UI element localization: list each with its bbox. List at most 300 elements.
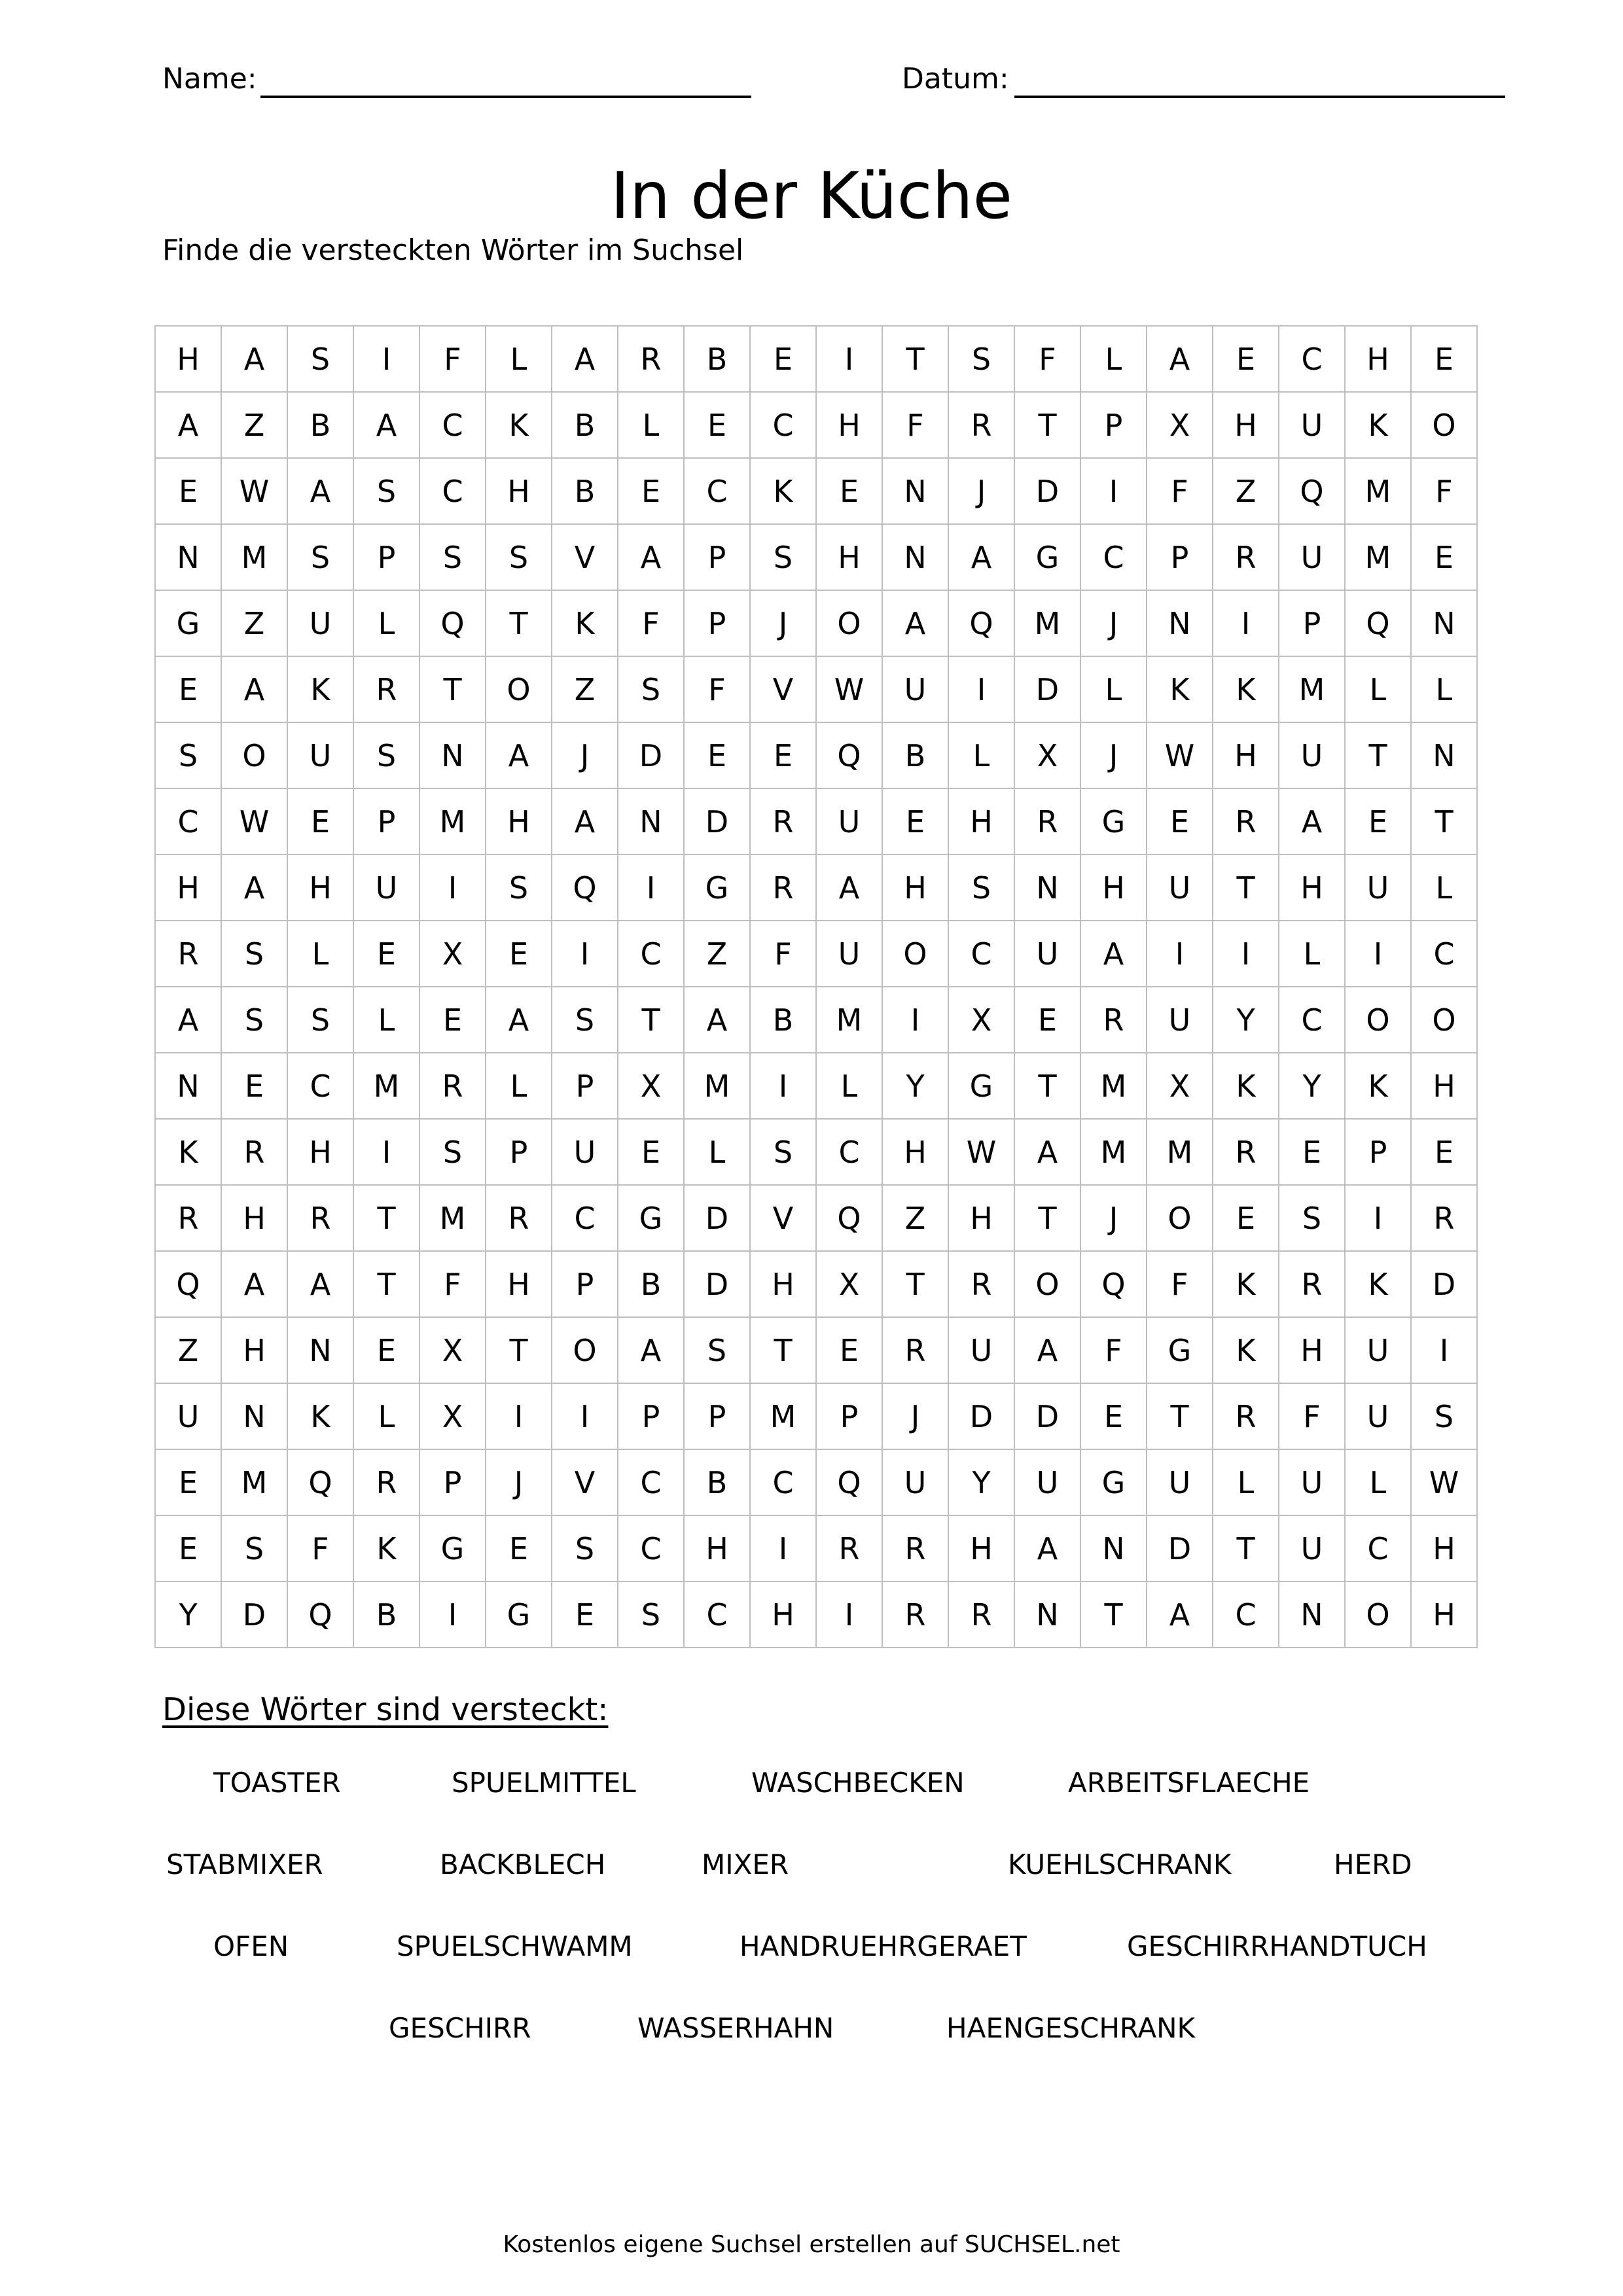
grid-cell[interactable]: M [817,987,883,1053]
grid-cell[interactable]: X [420,1384,486,1450]
grid-cell[interactable]: R [1213,525,1279,591]
grid-cell[interactable]: O [1346,987,1412,1053]
grid-cell[interactable]: E [486,921,552,987]
grid-cell[interactable]: X [1015,723,1081,789]
grid-cell[interactable]: A [1279,789,1346,855]
grid-cell[interactable]: R [1412,1186,1478,1252]
grid-cell[interactable]: U [156,1384,222,1450]
grid-cell[interactable]: Q [420,591,486,657]
grid-cell[interactable]: D [1015,459,1081,525]
grid-cell[interactable]: C [751,1450,817,1516]
grid-cell[interactable]: A [1147,327,1213,393]
grid-cell[interactable]: I [817,1582,883,1648]
grid-cell[interactable]: E [1412,1120,1478,1186]
grid-cell[interactable]: Z [1213,459,1279,525]
grid-cell[interactable]: G [1015,525,1081,591]
grid-cell[interactable]: S [222,1516,288,1582]
grid-cell[interactable]: G [420,1516,486,1582]
grid-cell[interactable]: R [156,921,222,987]
grid-cell[interactable]: U [1279,1516,1346,1582]
grid-cell[interactable]: H [817,525,883,591]
grid-cell[interactable]: N [156,1053,222,1120]
grid-cell[interactable]: Y [1279,1053,1346,1120]
grid-cell[interactable]: Y [156,1582,222,1648]
grid-cell[interactable]: S [685,1318,751,1384]
grid-cell[interactable]: I [1213,591,1279,657]
grid-cell[interactable]: Q [1081,1252,1147,1318]
grid-cell[interactable]: L [354,987,420,1053]
grid-cell[interactable]: X [1147,1053,1213,1120]
grid-cell[interactable]: I [949,657,1015,723]
grid-cell[interactable]: H [817,393,883,459]
grid-cell[interactable]: F [1147,459,1213,525]
grid-cell[interactable]: N [1015,1582,1081,1648]
grid-cell[interactable]: T [1015,393,1081,459]
grid-cell[interactable]: R [354,657,420,723]
grid-cell[interactable]: A [222,657,288,723]
grid-cell[interactable]: S [288,987,354,1053]
grid-cell[interactable]: E [156,657,222,723]
grid-cell[interactable]: A [883,591,949,657]
grid-cell[interactable]: L [486,1053,552,1120]
grid-cell[interactable]: A [817,855,883,921]
grid-cell[interactable]: F [420,327,486,393]
grid-cell[interactable]: A [618,525,685,591]
grid-cell[interactable]: A [222,327,288,393]
grid-cell[interactable]: S [949,327,1015,393]
grid-cell[interactable]: J [751,591,817,657]
grid-cell[interactable]: R [949,1252,1015,1318]
grid-cell[interactable]: K [288,657,354,723]
grid-cell[interactable]: O [883,921,949,987]
grid-cell[interactable]: A [1081,921,1147,987]
grid-cell[interactable]: U [1015,921,1081,987]
grid-cell[interactable]: S [618,1582,685,1648]
grid-cell[interactable]: H [288,855,354,921]
grid-cell[interactable]: G [1147,1318,1213,1384]
grid-cell[interactable]: E [817,1318,883,1384]
grid-cell[interactable]: P [1081,393,1147,459]
grid-cell[interactable]: S [751,1120,817,1186]
grid-cell[interactable]: A [1015,1120,1081,1186]
grid-cell[interactable]: Q [1346,591,1412,657]
grid-cell[interactable]: N [883,525,949,591]
grid-cell[interactable]: K [1213,657,1279,723]
grid-cell[interactable]: R [1213,789,1279,855]
grid-cell[interactable]: R [751,855,817,921]
grid-cell[interactable]: C [1081,525,1147,591]
grid-cell[interactable]: O [1015,1252,1081,1318]
grid-cell[interactable]: G [156,591,222,657]
grid-cell[interactable]: A [685,987,751,1053]
grid-cell[interactable]: J [949,459,1015,525]
grid-cell[interactable]: T [1081,1582,1147,1648]
grid-cell[interactable]: H [156,855,222,921]
grid-cell[interactable]: S [288,327,354,393]
grid-cell[interactable]: U [1346,1318,1412,1384]
grid-cell[interactable]: J [1081,591,1147,657]
grid-cell[interactable]: M [1346,525,1412,591]
grid-cell[interactable]: C [685,1582,751,1648]
grid-cell[interactable]: B [552,393,618,459]
grid-cell[interactable]: L [1346,1450,1412,1516]
grid-cell[interactable]: T [618,987,685,1053]
grid-cell[interactable]: N [1081,1516,1147,1582]
grid-cell[interactable]: P [685,591,751,657]
grid-cell[interactable]: P [817,1384,883,1450]
grid-cell[interactable]: U [1279,723,1346,789]
grid-cell[interactable]: B [552,459,618,525]
grid-cell[interactable]: C [1279,987,1346,1053]
grid-cell[interactable]: U [1346,1384,1412,1450]
grid-cell[interactable]: R [156,1186,222,1252]
grid-cell[interactable]: U [354,855,420,921]
grid-cell[interactable]: H [1213,393,1279,459]
grid-cell[interactable]: O [1346,1582,1412,1648]
grid-cell[interactable]: O [486,657,552,723]
grid-cell[interactable]: K [1346,1252,1412,1318]
grid-cell[interactable]: Y [949,1450,1015,1516]
grid-cell[interactable]: K [1346,393,1412,459]
grid-cell[interactable]: I [883,987,949,1053]
grid-cell[interactable]: R [949,1582,1015,1648]
grid-cell[interactable]: G [1081,1450,1147,1516]
grid-cell[interactable]: L [1412,657,1478,723]
grid-cell[interactable]: S [1412,1384,1478,1450]
grid-cell[interactable]: R [949,393,1015,459]
grid-cell[interactable]: G [1081,789,1147,855]
grid-cell[interactable]: E [817,459,883,525]
grid-cell[interactable]: A [222,855,288,921]
grid-cell[interactable]: C [1213,1582,1279,1648]
grid-cell[interactable]: V [751,1186,817,1252]
grid-cell[interactable]: M [1081,1120,1147,1186]
grid-cell[interactable]: U [883,657,949,723]
grid-cell[interactable]: R [222,1120,288,1186]
grid-cell[interactable]: J [883,1384,949,1450]
grid-cell[interactable]: C [751,393,817,459]
grid-cell[interactable]: X [1147,393,1213,459]
grid-cell[interactable]: C [817,1120,883,1186]
grid-cell[interactable]: E [1213,327,1279,393]
grid-cell[interactable]: S [288,525,354,591]
grid-cell[interactable]: E [1081,1384,1147,1450]
grid-cell[interactable]: X [618,1053,685,1120]
grid-cell[interactable]: N [883,459,949,525]
grid-cell[interactable]: L [817,1053,883,1120]
grid-cell[interactable]: H [288,1120,354,1186]
grid-cell[interactable]: X [420,1318,486,1384]
grid-cell[interactable]: H [883,855,949,921]
grid-cell[interactable]: H [949,1186,1015,1252]
grid-cell[interactable]: X [420,921,486,987]
grid-cell[interactable]: G [685,855,751,921]
grid-cell[interactable]: L [1081,657,1147,723]
grid-cell[interactable]: A [1015,1318,1081,1384]
grid-cell[interactable]: D [1147,1516,1213,1582]
grid-cell[interactable]: E [552,1582,618,1648]
grid-cell[interactable]: P [685,525,751,591]
grid-cell[interactable]: L [288,921,354,987]
grid-cell[interactable]: L [1213,1450,1279,1516]
grid-cell[interactable]: P [552,1053,618,1120]
grid-cell[interactable]: Z [156,1318,222,1384]
grid-cell[interactable]: N [1412,723,1478,789]
grid-cell[interactable]: K [1213,1053,1279,1120]
grid-cell[interactable]: E [1213,1186,1279,1252]
grid-cell[interactable]: N [1015,855,1081,921]
grid-cell[interactable]: M [685,1053,751,1120]
grid-cell[interactable]: U [1147,987,1213,1053]
grid-cell[interactable]: C [552,1186,618,1252]
grid-cell[interactable]: N [1279,1582,1346,1648]
grid-cell[interactable]: G [618,1186,685,1252]
grid-cell[interactable]: V [552,1450,618,1516]
grid-cell[interactable]: W [1412,1450,1478,1516]
grid-cell[interactable]: H [1412,1516,1478,1582]
grid-cell[interactable]: F [751,921,817,987]
grid-cell[interactable]: Z [222,591,288,657]
grid-cell[interactable]: P [354,789,420,855]
grid-cell[interactable]: O [1147,1186,1213,1252]
grid-cell[interactable]: C [949,921,1015,987]
grid-cell[interactable]: Z [685,921,751,987]
grid-cell[interactable]: I [817,327,883,393]
grid-cell[interactable]: K [1147,657,1213,723]
grid-cell[interactable]: R [1081,987,1147,1053]
grid-cell[interactable]: E [1412,525,1478,591]
grid-cell[interactable]: T [1346,723,1412,789]
grid-cell[interactable]: E [685,393,751,459]
grid-cell[interactable]: L [1081,327,1147,393]
grid-cell[interactable]: F [1015,327,1081,393]
grid-cell[interactable]: S [618,657,685,723]
grid-cell[interactable]: B [354,1582,420,1648]
grid-cell[interactable]: V [552,525,618,591]
grid-cell[interactable]: H [1346,327,1412,393]
grid-cell[interactable]: T [883,327,949,393]
grid-cell[interactable]: A [288,459,354,525]
grid-cell[interactable]: Z [883,1186,949,1252]
grid-cell[interactable]: E [222,1053,288,1120]
grid-cell[interactable]: T [354,1252,420,1318]
grid-cell[interactable]: R [1213,1120,1279,1186]
grid-cell[interactable]: H [486,789,552,855]
grid-cell[interactable]: O [1412,987,1478,1053]
grid-cell[interactable]: E [354,921,420,987]
grid-cell[interactable]: I [1346,921,1412,987]
grid-cell[interactable]: L [1412,855,1478,921]
grid-cell[interactable]: G [949,1053,1015,1120]
grid-cell[interactable]: T [486,591,552,657]
grid-cell[interactable]: H [222,1318,288,1384]
grid-cell[interactable]: U [1147,1450,1213,1516]
grid-cell[interactable]: S [354,459,420,525]
grid-cell[interactable]: H [883,1120,949,1186]
grid-cell[interactable]: H [1081,855,1147,921]
grid-cell[interactable]: I [1213,921,1279,987]
grid-cell[interactable]: W [817,657,883,723]
grid-cell[interactable]: M [420,789,486,855]
grid-cell[interactable]: Q [288,1450,354,1516]
grid-cell[interactable]: P [685,1384,751,1450]
grid-cell[interactable]: M [1147,1120,1213,1186]
grid-cell[interactable]: B [618,1252,685,1318]
grid-cell[interactable]: N [420,723,486,789]
grid-cell[interactable]: K [288,1384,354,1450]
date-line[interactable] [1014,96,1505,98]
grid-cell[interactable]: W [949,1120,1015,1186]
grid-cell[interactable]: M [1346,459,1412,525]
grid-cell[interactable]: B [685,1450,751,1516]
grid-cell[interactable]: F [1412,459,1478,525]
grid-cell[interactable]: E [156,1450,222,1516]
grid-cell[interactable]: R [420,1053,486,1120]
grid-cell[interactable]: B [288,393,354,459]
grid-cell[interactable]: F [883,393,949,459]
grid-cell[interactable]: C [685,459,751,525]
grid-cell[interactable]: H [1213,723,1279,789]
grid-cell[interactable]: Z [552,657,618,723]
grid-cell[interactable]: C [420,459,486,525]
grid-cell[interactable]: I [354,327,420,393]
grid-cell[interactable]: D [1015,657,1081,723]
grid-cell[interactable]: P [354,525,420,591]
grid-cell[interactable]: K [156,1120,222,1186]
grid-cell[interactable]: S [420,1120,486,1186]
grid-cell[interactable]: W [1147,723,1213,789]
grid-cell[interactable]: H [486,1252,552,1318]
grid-cell[interactable]: I [354,1120,420,1186]
grid-cell[interactable]: J [552,723,618,789]
grid-cell[interactable]: L [685,1120,751,1186]
grid-cell[interactable]: U [1346,855,1412,921]
grid-cell[interactable]: B [751,987,817,1053]
grid-cell[interactable]: T [751,1318,817,1384]
grid-cell[interactable]: Q [1279,459,1346,525]
grid-cell[interactable]: E [1279,1120,1346,1186]
grid-cell[interactable]: T [1213,855,1279,921]
grid-cell[interactable]: K [552,591,618,657]
grid-cell[interactable]: D [949,1384,1015,1450]
grid-cell[interactable]: N [222,1384,288,1450]
grid-cell[interactable]: I [1346,1186,1412,1252]
grid-cell[interactable]: X [949,987,1015,1053]
grid-cell[interactable]: K [1213,1252,1279,1318]
grid-cell[interactable]: Q [817,723,883,789]
grid-cell[interactable]: C [1412,921,1478,987]
grid-cell[interactable]: H [685,1516,751,1582]
grid-cell[interactable]: I [420,855,486,921]
name-line[interactable] [260,96,751,98]
grid-cell[interactable]: E [288,789,354,855]
grid-cell[interactable]: T [1147,1384,1213,1450]
grid-cell[interactable]: L [354,1384,420,1450]
grid-cell[interactable]: S [751,525,817,591]
grid-cell[interactable]: D [222,1582,288,1648]
grid-cell[interactable]: L [1346,657,1412,723]
grid-cell[interactable]: C [618,1516,685,1582]
grid-cell[interactable]: L [486,327,552,393]
grid-cell[interactable]: H [751,1252,817,1318]
grid-cell[interactable]: O [1412,393,1478,459]
grid-cell[interactable]: D [685,1186,751,1252]
grid-cell[interactable]: I [552,921,618,987]
grid-cell[interactable]: H [751,1582,817,1648]
grid-cell[interactable]: S [552,1516,618,1582]
grid-cell[interactable]: F [685,657,751,723]
grid-cell[interactable]: E [1147,789,1213,855]
grid-cell[interactable]: B [685,327,751,393]
grid-cell[interactable]: T [354,1186,420,1252]
grid-cell[interactable]: R [354,1450,420,1516]
grid-cell[interactable]: R [883,1318,949,1384]
grid-cell[interactable]: P [1147,525,1213,591]
grid-cell[interactable]: S [222,987,288,1053]
grid-cell[interactable]: L [618,393,685,459]
grid-cell[interactable]: C [1346,1516,1412,1582]
grid-cell[interactable]: R [817,1516,883,1582]
grid-cell[interactable]: W [222,789,288,855]
grid-cell[interactable]: E [751,723,817,789]
grid-cell[interactable]: R [486,1186,552,1252]
grid-cell[interactable]: E [883,789,949,855]
grid-cell[interactable]: R [1015,789,1081,855]
grid-cell[interactable]: F [420,1252,486,1318]
grid-cell[interactable]: R [1213,1384,1279,1450]
grid-cell[interactable]: U [1279,1450,1346,1516]
grid-cell[interactable]: U [817,789,883,855]
grid-cell[interactable]: E [156,459,222,525]
grid-cell[interactable]: S [486,525,552,591]
grid-cell[interactable]: O [552,1318,618,1384]
grid-cell[interactable]: R [751,789,817,855]
grid-cell[interactable]: S [486,855,552,921]
grid-cell[interactable]: Q [949,591,1015,657]
grid-cell[interactable]: E [1346,789,1412,855]
grid-cell[interactable]: J [486,1450,552,1516]
grid-cell[interactable]: L [949,723,1015,789]
grid-cell[interactable]: N [156,525,222,591]
grid-cell[interactable]: E [618,459,685,525]
grid-cell[interactable]: R [883,1582,949,1648]
grid-cell[interactable]: U [288,723,354,789]
grid-cell[interactable]: Y [883,1053,949,1120]
grid-cell[interactable]: H [949,1516,1015,1582]
grid-cell[interactable]: F [1081,1318,1147,1384]
grid-cell[interactable]: A [486,987,552,1053]
grid-cell[interactable]: K [486,393,552,459]
grid-cell[interactable]: O [817,591,883,657]
grid-cell[interactable]: H [1279,855,1346,921]
grid-cell[interactable]: A [552,789,618,855]
grid-cell[interactable]: U [288,591,354,657]
grid-cell[interactable]: Q [156,1252,222,1318]
grid-cell[interactable]: C [420,393,486,459]
grid-cell[interactable]: S [1279,1186,1346,1252]
grid-cell[interactable]: C [1279,327,1346,393]
grid-cell[interactable]: P [618,1384,685,1450]
grid-cell[interactable]: P [420,1450,486,1516]
grid-cell[interactable]: O [222,723,288,789]
grid-cell[interactable]: T [420,657,486,723]
grid-cell[interactable]: T [883,1252,949,1318]
grid-cell[interactable]: D [618,723,685,789]
grid-cell[interactable]: M [1081,1053,1147,1120]
grid-cell[interactable]: U [817,921,883,987]
grid-cell[interactable]: X [817,1252,883,1318]
grid-cell[interactable]: E [354,1318,420,1384]
